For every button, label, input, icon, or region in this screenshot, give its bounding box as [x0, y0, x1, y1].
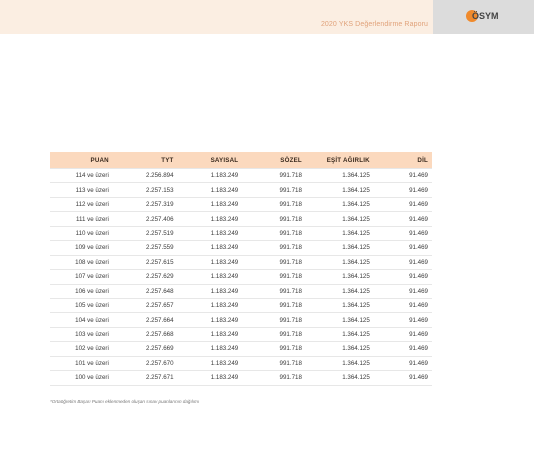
table-row [50, 313, 432, 327]
cell-dil: 91.469 [374, 183, 432, 197]
cell-dil: 91.469 [374, 197, 432, 211]
cell-tyt: 2.257.648 [113, 284, 178, 298]
table-row [50, 183, 432, 197]
cell-puan: 111 ve üzeri [50, 212, 113, 226]
cell-sayisal: 1.183.249 [178, 284, 243, 298]
cell-esit-agirlik: 1.364.125 [306, 270, 374, 284]
logo-text: ÖSYM [472, 11, 499, 21]
cell-sozel: 991.718 [242, 313, 306, 327]
column-header-dil: DİL [374, 152, 432, 169]
column-header-tyt: TYT [113, 152, 178, 169]
cell-esit-agirlik: 1.364.125 [306, 327, 374, 341]
cell-tyt: 2.257.670 [113, 356, 178, 370]
table-row [50, 342, 432, 356]
table-row [50, 371, 432, 385]
table-row [50, 284, 432, 298]
cell-sozel: 991.718 [242, 327, 306, 341]
cell-sozel: 991.718 [242, 255, 306, 269]
column-header-sayisal: SAYISAL [178, 152, 243, 169]
cell-puan: 105 ve üzeri [50, 298, 113, 312]
cell-sozel: 991.718 [242, 356, 306, 370]
table-row [50, 197, 432, 211]
cell-tyt: 2.257.615 [113, 255, 178, 269]
cell-dil: 91.469 [374, 298, 432, 312]
cell-sozel: 991.718 [242, 226, 306, 240]
cell-esit-agirlik: 1.364.125 [306, 183, 374, 197]
cell-tyt: 2.257.153 [113, 183, 178, 197]
cell-dil: 91.469 [374, 226, 432, 240]
table-row [50, 298, 432, 312]
cell-tyt: 2.257.671 [113, 371, 178, 385]
table-row [50, 241, 432, 255]
cell-tyt: 2.257.629 [113, 270, 178, 284]
cell-esit-agirlik: 1.364.125 [306, 197, 374, 211]
score-distribution-table [50, 152, 432, 386]
cell-esit-agirlik: 1.364.125 [306, 241, 374, 255]
cell-puan: 113 ve üzeri [50, 183, 113, 197]
cell-sayisal: 1.183.249 [178, 371, 243, 385]
report-title: 2020 YKS Değerlendirme Raporu [320, 21, 428, 28]
cell-esit-agirlik: 1.364.125 [306, 298, 374, 312]
column-header-sozel: SÖZEL [242, 152, 306, 169]
cell-tyt: 2.257.519 [113, 226, 178, 240]
cell-puan: 108 ve üzeri [50, 255, 113, 269]
cell-esit-agirlik: 1.364.125 [306, 226, 374, 240]
cell-sayisal: 1.183.249 [178, 313, 243, 327]
table-body [50, 169, 432, 386]
cell-sozel: 991.718 [242, 270, 306, 284]
cell-esit-agirlik: 1.364.125 [306, 212, 374, 226]
header-band [0, 0, 433, 34]
cell-sozel: 991.718 [242, 284, 306, 298]
cell-sayisal: 1.183.249 [178, 212, 243, 226]
cell-dil: 91.469 [374, 342, 432, 356]
cell-tyt: 2.257.559 [113, 241, 178, 255]
cell-puan: 101 ve üzeri [50, 356, 113, 370]
cell-dil: 91.469 [374, 255, 432, 269]
cell-esit-agirlik: 1.364.125 [306, 313, 374, 327]
table-header-row [50, 152, 432, 169]
cell-sayisal: 1.183.249 [178, 270, 243, 284]
column-header-esit-agirlik: EŞİT AĞIRLIK [306, 152, 374, 169]
cell-sayisal: 1.183.249 [178, 356, 243, 370]
cell-puan: 110 ve üzeri [50, 226, 113, 240]
cell-sayisal: 1.183.249 [178, 226, 243, 240]
cell-sayisal: 1.183.249 [178, 298, 243, 312]
table-row [50, 255, 432, 269]
cell-tyt: 2.257.319 [113, 197, 178, 211]
table-row [50, 270, 432, 284]
cell-dil: 91.469 [374, 371, 432, 385]
cell-tyt: 2.257.664 [113, 313, 178, 327]
cell-puan: 103 ve üzeri [50, 327, 113, 341]
cell-tyt: 2.257.669 [113, 342, 178, 356]
table-row [50, 356, 432, 370]
cell-esit-agirlik: 1.364.125 [306, 284, 374, 298]
cell-sozel: 991.718 [242, 241, 306, 255]
cell-sayisal: 1.183.249 [178, 197, 243, 211]
cell-puan: 104 ve üzeri [50, 313, 113, 327]
cell-sozel: 991.718 [242, 183, 306, 197]
table-row [50, 327, 432, 341]
cell-esit-agirlik: 1.364.125 [306, 371, 374, 385]
table-row [50, 169, 432, 183]
cell-sayisal: 1.183.249 [178, 169, 243, 183]
cell-tyt: 2.256.894 [113, 169, 178, 183]
cell-dil: 91.469 [374, 241, 432, 255]
cell-puan: 114 ve üzeri [50, 169, 113, 183]
cell-puan: 106 ve üzeri [50, 284, 113, 298]
cell-sayisal: 1.183.249 [178, 327, 243, 341]
cell-dil: 91.469 [374, 313, 432, 327]
cell-puan: 102 ve üzeri [50, 342, 113, 356]
footnote: *Ortaöğretim Başarı Puanı eklenmeden oluşan sınav puanlarının dağılımı [50, 399, 200, 404]
cell-puan: 109 ve üzeri [50, 241, 113, 255]
cell-tyt: 2.257.668 [113, 327, 178, 341]
cell-esit-agirlik: 1.364.125 [306, 342, 374, 356]
cell-dil: 91.469 [374, 356, 432, 370]
cell-tyt: 2.257.657 [113, 298, 178, 312]
cell-sozel: 991.718 [242, 212, 306, 226]
table-row [50, 212, 432, 226]
table-row [50, 226, 432, 240]
column-header-puan: PUAN [50, 152, 113, 169]
cell-esit-agirlik: 1.364.125 [306, 356, 374, 370]
cell-dil: 91.469 [374, 327, 432, 341]
cell-sayisal: 1.183.249 [178, 183, 243, 197]
cell-sayisal: 1.183.249 [178, 342, 243, 356]
cell-sozel: 991.718 [242, 197, 306, 211]
cell-esit-agirlik: 1.364.125 [306, 169, 374, 183]
cell-sozel: 991.718 [242, 169, 306, 183]
cell-sayisal: 1.183.249 [178, 255, 243, 269]
cell-sozel: 991.718 [242, 298, 306, 312]
cell-tyt: 2.257.406 [113, 212, 178, 226]
cell-puan: 112 ve üzeri [50, 197, 113, 211]
cell-dil: 91.469 [374, 270, 432, 284]
cell-sayisal: 1.183.249 [178, 241, 243, 255]
cell-puan: 107 ve üzeri [50, 270, 113, 284]
cell-sozel: 991.718 [242, 342, 306, 356]
cell-puan: 100 ve üzeri [50, 371, 113, 385]
cell-dil: 91.469 [374, 169, 432, 183]
cell-sozel: 991.718 [242, 371, 306, 385]
cell-dil: 91.469 [374, 284, 432, 298]
cell-esit-agirlik: 1.364.125 [306, 255, 374, 269]
cell-dil: 91.469 [374, 212, 432, 226]
